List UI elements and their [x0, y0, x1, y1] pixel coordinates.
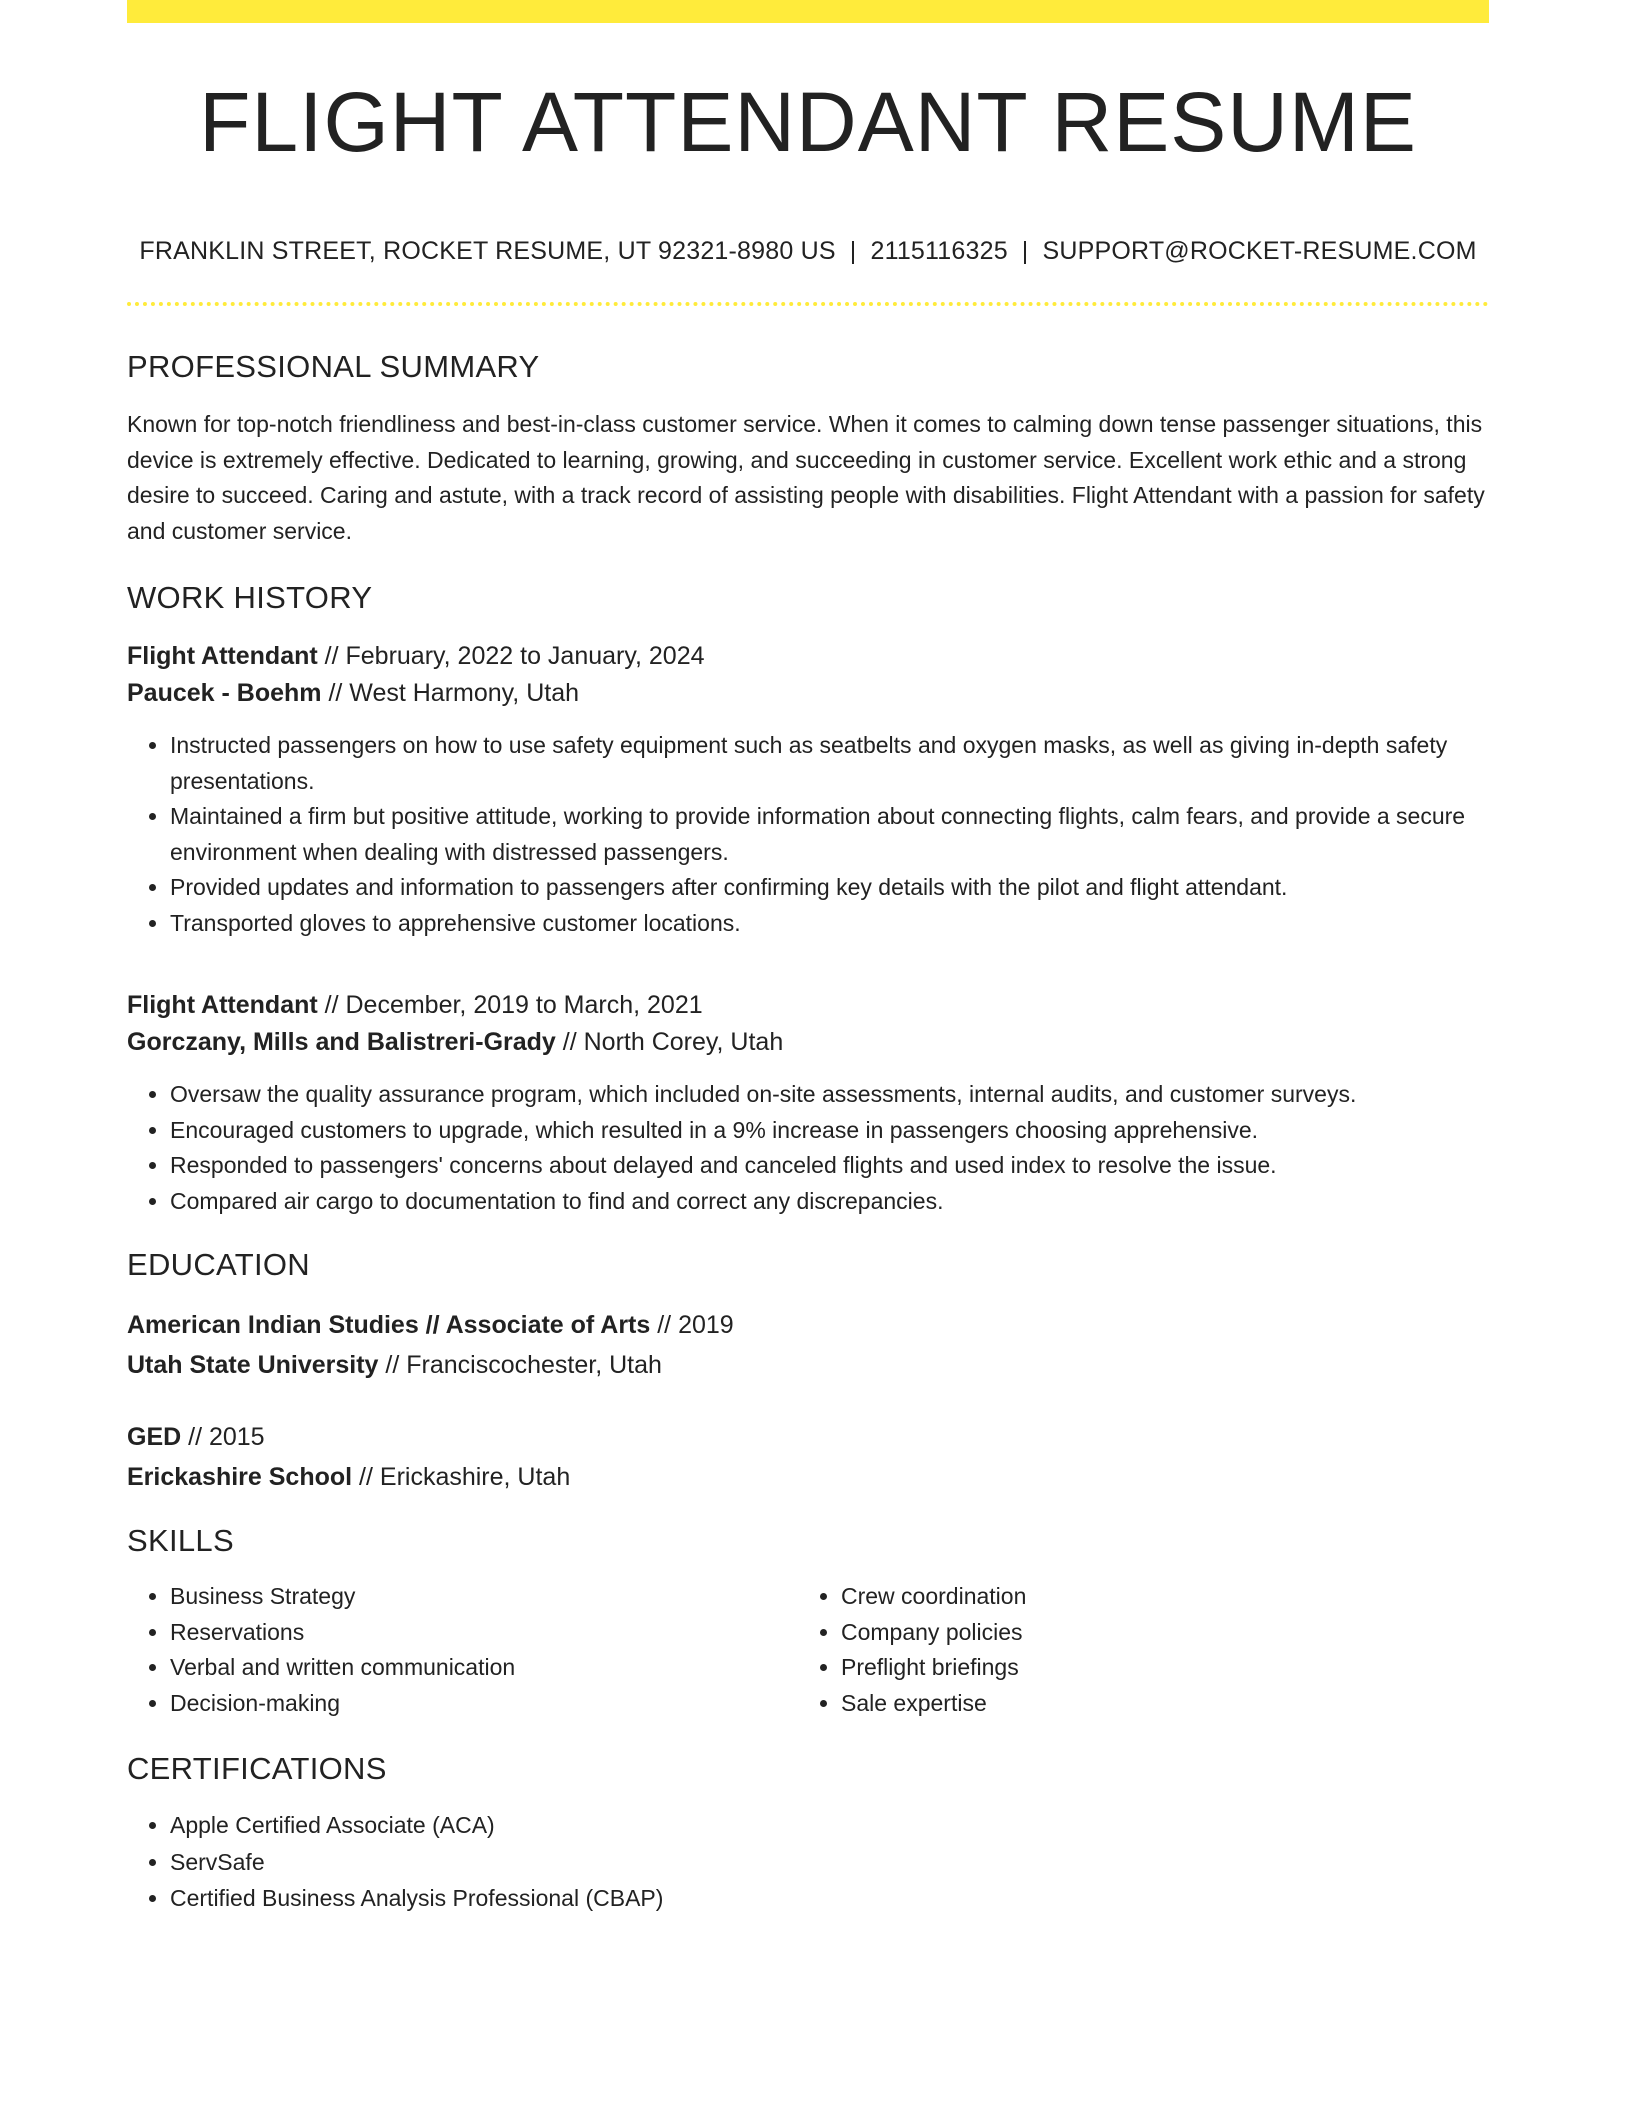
- job-bullet: • Transported gloves to apprehensive customer locations.: [170, 906, 1489, 942]
- contact-email: SUPPORT@ROCKET-RESUME.COM: [1042, 237, 1477, 265]
- education-degree-line: [127, 1305, 1489, 1345]
- summary-heading: PROFESSIONAL SUMMARY: [127, 349, 540, 384]
- resume-page: [127, 0, 1489, 1917]
- education-school-line: [127, 1345, 1489, 1385]
- skills-column-left: [127, 1579, 798, 1721]
- job-title: Flight Attendant: [127, 991, 318, 1019]
- education-entry: [127, 1305, 1489, 1385]
- summary-text: Known for top-notch friendliness and best-in-class customer service. When it comes to calming down tense passenger situations, this device is extremely effective. Dedicated to learning, growing, and succeeding in customer service. Excellent work ethic and a strong desire to succeed. Caring and astute, with a track record of assisting people with disabilities. Flight Attendant with a passion for safety and customer service.: [127, 411, 1485, 544]
- skill-item: • Decision-making: [170, 1686, 798, 1722]
- skills-list: [127, 1579, 798, 1721]
- job-location: // North Corey, Utah: [555, 1028, 784, 1056]
- job-bullet: • Responded to passengers' concerns about delayed and canceled flights and used index to resolve the issue.: [170, 1148, 1489, 1184]
- contact-separator: |: [849, 237, 857, 265]
- skills-column-right: [798, 1579, 1469, 1721]
- contact-separator: |: [1021, 237, 1029, 265]
- job-location: // West Harmony, Utah: [321, 679, 579, 707]
- education-school: Utah State University: [127, 1351, 379, 1379]
- job-bullet: • Instructed passengers on how to use safety equipment such as seatbelts and oxygen masks, as well as giving in-depth safety presentations.: [170, 728, 1489, 799]
- contact-address: FRANKLIN STREET, ROCKET RESUME, UT 92321-8980 US: [139, 237, 836, 265]
- job-company-line: [127, 1024, 1489, 1061]
- skill-item: • Business Strategy: [170, 1579, 798, 1615]
- job-bullets: [127, 728, 1489, 941]
- job-bullet: • Provided updates and information to passengers after confirming key details with the pilot and flight attendant.: [170, 870, 1489, 906]
- certification-item: • Certified Business Analysis Professional (CBAP): [170, 1880, 1489, 1917]
- education-degree-line: [127, 1417, 1489, 1457]
- dotted-divider: [127, 302, 1489, 306]
- skill-item: • Reservations: [170, 1615, 798, 1651]
- work-history-heading: WORK HISTORY: [127, 580, 373, 615]
- education-degree: American Indian Studies // Associate of Arts: [127, 1311, 651, 1339]
- education-year: // 2019: [650, 1311, 734, 1339]
- contact-line: [127, 236, 1489, 266]
- certifications-list: [127, 1807, 1489, 1917]
- skills-heading: SKILLS: [127, 1523, 234, 1558]
- job-dates: // December, 2019 to March, 2021: [317, 991, 703, 1019]
- skills-grid: [127, 1579, 1489, 1721]
- job-dates: // February, 2022 to January, 2024: [317, 642, 705, 670]
- contact-phone: 2115116325: [870, 237, 1008, 265]
- certification-item: • ServSafe: [170, 1844, 1489, 1881]
- education-location: // Erickashire, Utah: [352, 1463, 571, 1491]
- job-entry: [127, 638, 1489, 941]
- education-degree: GED: [127, 1423, 182, 1451]
- education-entry: [127, 1417, 1489, 1497]
- job-bullets: [127, 1077, 1489, 1219]
- accent-bar: [127, 0, 1489, 23]
- skill-item: • Crew coordination: [841, 1579, 1469, 1615]
- job-company: Paucek - Boehm: [127, 679, 322, 707]
- certifications-heading: CERTIFICATIONS: [127, 1751, 387, 1786]
- skills-list: [798, 1579, 1469, 1721]
- certification-item: • Apple Certified Associate (ACA): [170, 1807, 1489, 1844]
- education-location: // Franciscochester, Utah: [378, 1351, 662, 1379]
- skill-item: • Company policies: [841, 1615, 1469, 1651]
- job-title-line: [127, 638, 1489, 675]
- resume-title: FLIGHT ATTENDANT RESUME: [199, 75, 1417, 169]
- job-bullet: • Encouraged customers to upgrade, which resulted in a 9% increase in passengers choosing apprehensive.: [170, 1113, 1489, 1149]
- skill-item: • Sale expertise: [841, 1686, 1469, 1722]
- skill-item: • Verbal and written communication: [170, 1650, 798, 1686]
- education-school: Erickashire School: [127, 1463, 353, 1491]
- skill-item: • Preflight briefings: [841, 1650, 1469, 1686]
- job-bullet: • Oversaw the quality assurance program, which included on-site assessments, internal audits, and customer surveys.: [170, 1077, 1489, 1113]
- job-bullet: • Maintained a firm but positive attitude, working to provide information about connecting flights, calm fears, and provide a secure environment when dealing with distressed passengers.: [170, 799, 1489, 870]
- job-title: Flight Attendant: [127, 642, 318, 670]
- education-school-line: [127, 1457, 1489, 1497]
- job-bullet: • Compared air cargo to documentation to find and correct any discrepancies.: [170, 1184, 1489, 1220]
- education-heading: EDUCATION: [127, 1247, 310, 1282]
- education-year: // 2015: [181, 1423, 265, 1451]
- job-company-line: [127, 675, 1489, 712]
- job-title-line: [127, 987, 1489, 1024]
- job-entry: [127, 987, 1489, 1219]
- job-company: Gorczany, Mills and Balistreri-Grady: [127, 1028, 556, 1056]
